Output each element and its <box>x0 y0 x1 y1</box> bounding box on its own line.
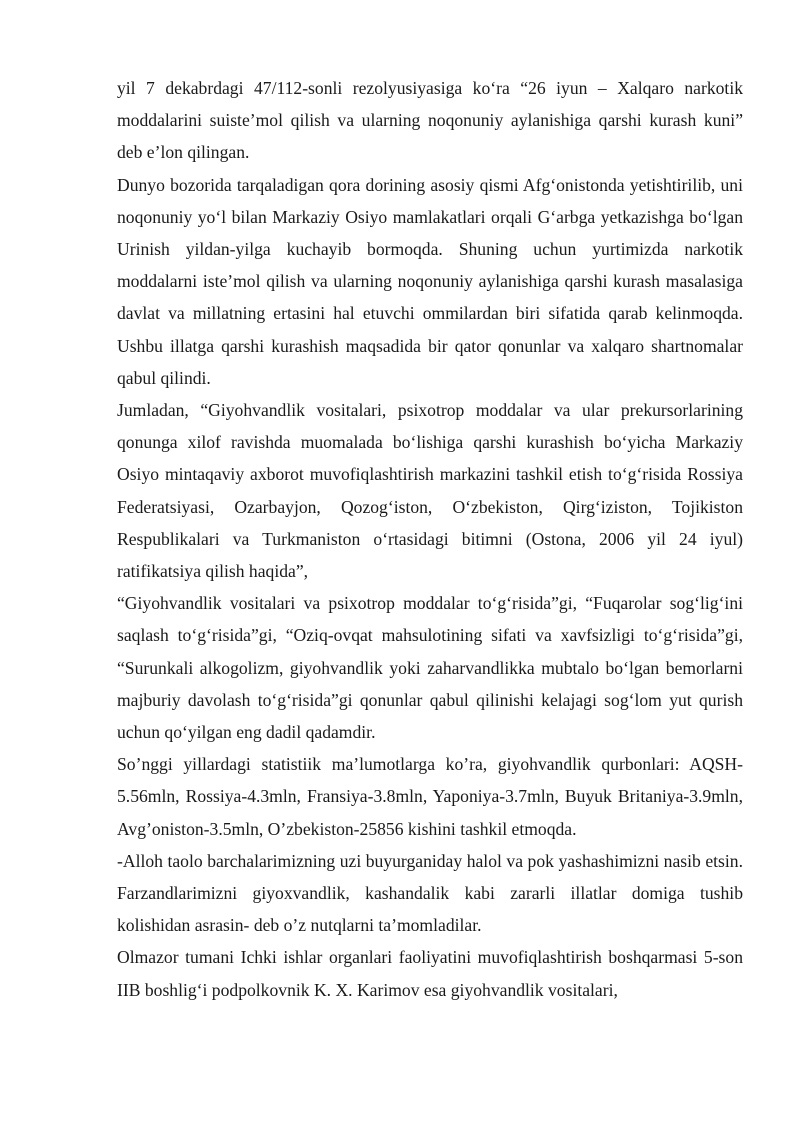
paragraph-resolution: yil 7 dekabrdagi 47/112-sonli rezolyusiyasiga ko‘ra “26 iyun – Xalqaro narkotik moddalarini suiste’mol qilish va ularning noqonuniy aylanishiga qarshi kurash kuni” deb e’lon qilingan. <box>117 78 743 163</box>
document-page <box>117 72 743 1006</box>
paragraph-laws-list: “Giyohvandlik vositalari va psixotrop moddalar to‘g‘risida”gi, “Fuqarolar sog‘lig‘ini saqlash to‘g‘risida”gi, “Oziq-ovqat mahsulotining sifati va xavfsizligi to‘g‘risida”gi, “Surunkali alkogolizm, giyohvandlik yoki zaharvandlikka mubtalo bo‘lgan bemorlarni majburiy davolash to‘g‘risida”gi qonunlar qabul qilinishi kelajagi sog‘lom yut qurish uchun qo‘yilgan eng dadil qadamdir. <box>117 593 743 743</box>
paragraph-statistics: So’nggi yillardagi statistiik ma’lumotlarga ko’ra, giyohvandlik qurbonlari: AQSH-5.56mln, Rossiya-4.3mln, Fransiya-3.8mln, Yaponiya-3.7mln, Buyuk Britaniya-3.9mln, Avg’oniston-3.5mln, O’zbekiston-25856 kishini tashkil etmoqda. <box>117 754 743 839</box>
paragraph-olmazor: Olmazor tumani Ichki ishlar organlari faoliyatini muvofiqlashtirish boshqarmasi 5-son IIB boshlig‘i podpolkovnik K. X. Karimov esa giyohvandlik vositalari, <box>117 947 743 1000</box>
paragraph-prayer: -Alloh taolo barchalarimizning uzi buyurganiday halol va pok yashashimizni nasib etsin. Farzandlarimizni giyoxvandlik, kashandalik kabi zararli illatlar domiga tushib kolishidan asrasin- deb o’z nutqlarni ta’momladilar. <box>117 850 743 936</box>
paragraph-laws-agreement: Jumladan, “Giyohvandlik vositalari, psixotrop moddalar va ular prekursorlarining qonunga xilof ravishda muomalada bo‘lishiga qarshi kurashish bo‘yicha Markaziy Osiyo mintaqaviy axborot muvofiqlashtirish markazini tashkil etish to‘g‘risida Rossiya Federatsiyasi, Ozarbayjon, Qozog‘iston, O‘zbekiston, Qirg‘iziston, Tojikiston Respublikalari va Turkmaniston o‘rtasidagi bitimni (Ostona, 2006 yil 24 iyul) ratifikatsiya qilish haqida”, <box>117 400 743 582</box>
paragraph-world-market: Dunyo bozorida tarqaladigan qora dorining asosiy qismi Afg‘onistonda yetishtirilib, uni noqonuniy yo‘l bilan Markaziy Osiyo mamlakatlari orqali G‘arbga yetkazishga bo‘lgan Urinish yildan-yilga kuchayib bormoqda. Shuning uchun yurtimizda narkotik moddalarni iste’mol qilish va ularning noqonuniy aylanishiga qarshi kurash masalasiga davlat va millatning ertasini hal etuvchi ommilardan biri sifatida qarab kelinmoqda. Ushbu illatga qarshi kurashish maqsadida bir qator qonunlar va xalqaro shartnomalar qabul qilindi. <box>117 174 743 388</box>
